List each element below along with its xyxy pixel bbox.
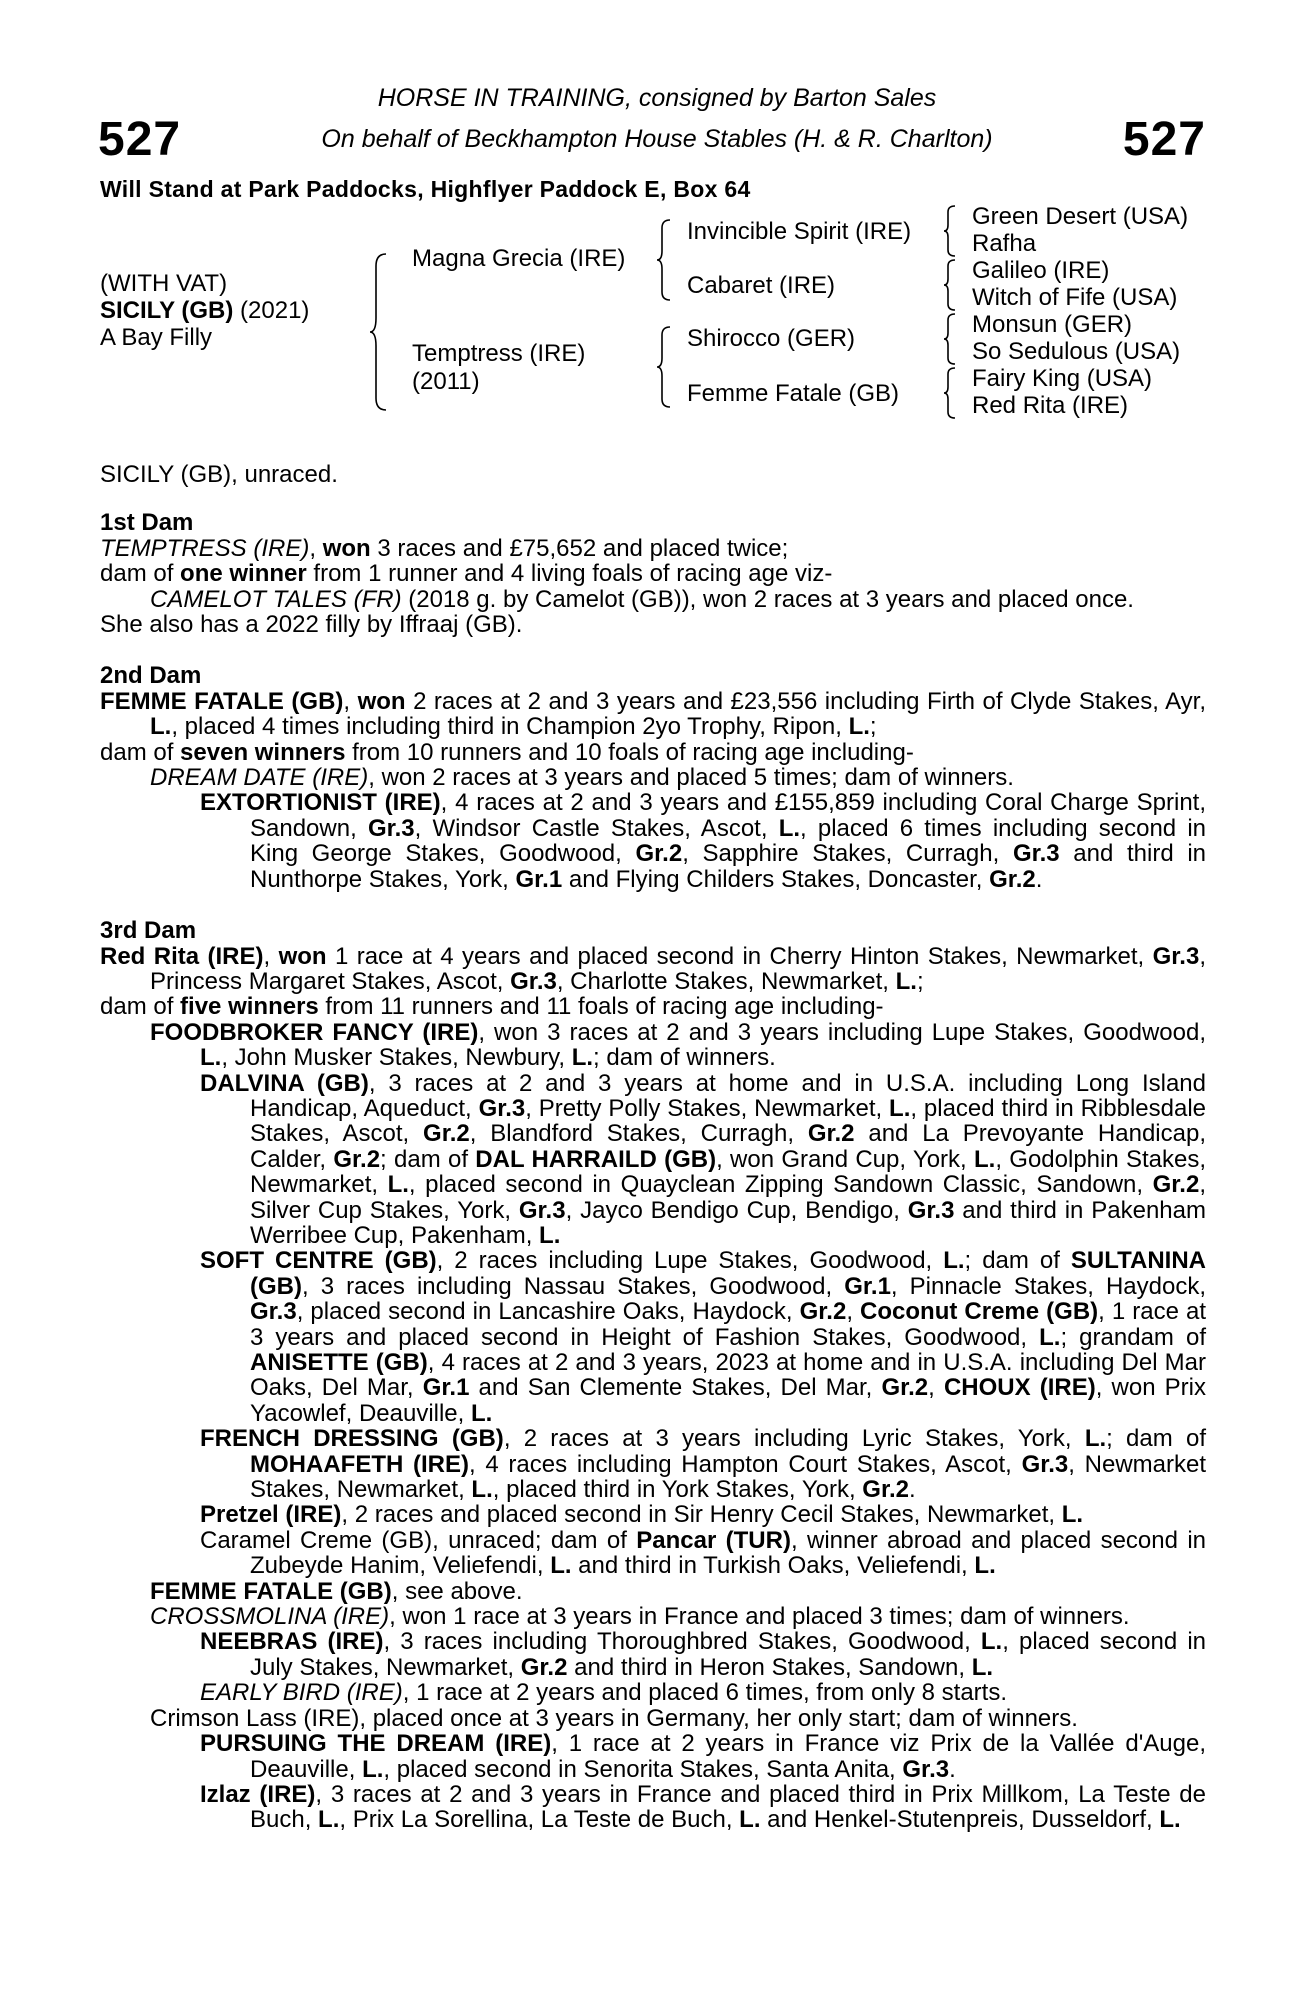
brace-sd (942, 258, 958, 312)
second-dam-heading: 2nd Dam (100, 662, 202, 690)
brace-dam (655, 325, 673, 409)
third-dam-line: dam of five winners from 11 runners and 11 foals of racing age including- (100, 993, 884, 1021)
brace-ss (942, 204, 958, 258)
pedigree-dam: Temptress (IRE) (412, 340, 586, 367)
pedigree-ddd: Red Rita (IRE) (972, 392, 1129, 419)
first-dam-line: She also has a 2022 filly by Iffraaj (GB). (100, 611, 523, 639)
first-dam-line: dam of one winner from 1 runner and 4 living foals of racing age viz- (100, 560, 833, 588)
vat-note: (WITH VAT) (100, 270, 228, 297)
pedigree-sire: Magna Grecia (IRE) (412, 245, 626, 272)
third-dam-line: SOFT CENTRE (GB), 2 races including Lupe Stakes, Goodwood, L.; dam of SULTANINA (GB), 3 races including Nassau Stakes, Goodwood, Gr.1, Pinnacle Stakes, Haydock, Gr.3, placed second in Lancashire Oaks, Haydock, Gr.2, Coconut Creme (GB), 1 race at 3 years and placed second in Height of Fashion Stakes, Goodwood, L.; grandam of ANISETTE (GB), 4 races at 2 and 3 years, 2023 at home and in U.S.A. including Del Mar Oaks, Del Mar, Gr.1 and San Clemente Stakes, Del Mar, Gr.2, CHOUX (IRE), won Prix Yacowlef, Deauville, L. (200, 1247, 1207, 1427)
third-dam-line: PURSUING THE DREAM (IRE), 1 race at 2 years in France viz Prix de la Vallée d'Auge, Deauville, L., placed second in Senorita Stakes, Santa Anita, Gr.3. (200, 1730, 1207, 1783)
horse-description: A Bay Filly (100, 324, 213, 351)
pedigree-sds: Galileo (IRE) (972, 257, 1110, 284)
pedigree-dds: Fairy King (USA) (972, 365, 1153, 392)
pedigree-dss: Monsun (GER) (972, 311, 1133, 338)
pedigree-dam-sire: Shirocco (GER) (687, 325, 856, 352)
consignment-line: HORSE IN TRAINING, consigned by Barton Sales (377, 84, 937, 112)
third-dam-line: DALVINA (GB), 3 races at 2 and 3 years at home and in U.S.A. including Long Island Handicap, Aqueduct, Gr.3, Pretty Polly Stakes, Newmarket, L., placed third in Ribblesdale Stakes, Ascot, Gr.2, Blandford Stakes, Curragh, Gr.2 and La Prevoyante Handicap, Calder, Gr.2; dam of DAL HARRAILD (GB), won Grand Cup, York, L., Godolphin Stakes, Newmarket, L., placed second in Quayclean Zipping Sandown Classic, Sandown, Gr.2, Silver Cup Stakes, York, Gr.3, Jayco Bendigo Cup, Bendigo, Gr.3 and third in Pakenham Werribee Cup, Pakenham, L. (200, 1069, 1207, 1249)
second-dam-line: dam of seven winners from 10 runners and 10 foals of racing age including- (100, 738, 914, 766)
pedigree-dam-year: (2011) (412, 368, 480, 395)
third-dam-line: Pretzel (IRE), 2 races and placed second in Sir Henry Cecil Stakes, Newmarket, L. (200, 1501, 1084, 1529)
vendor-line: On behalf of Beckhampton House Stables (H. & R. Charlton) (321, 125, 993, 153)
third-dam-line: Red Rita (IRE), won 1 race at 4 years and placed second in Cherry Hinton Stakes, Newmarket, Gr.3, Princess Margaret Stakes, Ascot, Gr.3, Charlotte Stakes, Newmarket, L.; (100, 942, 1206, 995)
first-dam-section (100, 510, 1206, 637)
second-dam-line: DREAM DATE (IRE), won 2 races at 3 years and placed 5 times; dam of winners. (150, 764, 1014, 792)
brace-dd (942, 366, 958, 420)
pedigree-dam-dam: Femme Fatale (GB) (687, 380, 900, 407)
brace-gen1 (368, 252, 390, 412)
first-dam-line: CAMELOT TALES (FR) (2018 g. by Camelot (GB)), won 2 races at 3 years and placed once. (150, 585, 1134, 613)
brace-ds (942, 312, 958, 366)
third-dam-line: Crimson Lass (IRE), placed once at 3 years in Germany, her only start; dam of winners. (150, 1704, 1078, 1732)
horse-year: (2021) (240, 297, 310, 324)
second-dam-section (100, 663, 1206, 892)
first-dam-line: TEMPTRESS (IRE), won 3 races and £75,652 and placed twice; (100, 534, 789, 562)
pedigree-sss: Green Desert (USA) (972, 203, 1189, 230)
third-dam-line: NEEBRAS (IRE), 3 races including Thoroughbred Stakes, Goodwood, L., placed second in July Stakes, Newmarket, Gr.2 and third in Heron Stakes, Sandown, L. (200, 1628, 1206, 1681)
third-dam-line: FRENCH DRESSING (GB), 2 races at 3 years including Lyric Stakes, York, L.; dam of MOHAAFETH (IRE), 4 races including Hampton Court Stakes, Ascot, Gr.3, Newmarket Stakes, Newmarket, L., placed third in York Stakes, York, Gr.2. (200, 1425, 1206, 1504)
pedigree-dsd: So Sedulous (USA) (972, 338, 1181, 365)
third-dam-line: EARLY BIRD (IRE), 1 race at 2 years and placed 6 times, from only 8 starts. (200, 1679, 1008, 1707)
pedigree-ssd: Rafha (972, 230, 1037, 257)
third-dam-line: FEMME FATALE (GB), see above. (150, 1577, 523, 1605)
horse-name-line (100, 297, 309, 325)
third-dam-heading: 3rd Dam (100, 917, 197, 945)
first-dam-heading: 1st Dam (100, 509, 194, 537)
pedigree-sire-sire: Invincible Spirit (IRE) (687, 218, 912, 245)
third-dam-line: Izlaz (IRE), 3 races at 2 and 3 years in France and placed third in Prix Millkom, La Teste de Buch, L., Prix La Sorellina, La Teste de Buch, L. and Henkel-Stutenpreis, Dusseldorf, L. (200, 1780, 1207, 1834)
second-dam-line: EXTORTIONIST (IRE), 4 races at 2 and 3 years and £155,859 including Coral Charge Sprint, Sandown, Gr.3, Windsor Castle Stakes, Ascot, L., placed 6 times including second in King George Stakes, Goodwood, Gr.2, Sapphire Stakes, Curragh, Gr.3 and third in Nunthorpe Stakes, York, Gr.1 and Flying Childers Stakes, Doncaster, Gr.2. (200, 789, 1206, 893)
pedigree-sdd: Witch of Fife (USA) (972, 284, 1178, 311)
third-dam-section (100, 918, 1206, 1833)
brace-sire (655, 218, 673, 302)
stand-location: Will Stand at Park Paddocks, Highflyer Paddock E, Box 64 (100, 176, 751, 202)
race-record: SICILY (GB), unraced. (100, 461, 338, 488)
third-dam-line: Caramel Creme (GB), unraced; dam of Pancar (TUR), winner abroad and placed second in Zubeyde Hanim, Veliefendi, L. and third in Turkish Oaks, Veliefendi, L. (200, 1526, 1207, 1580)
third-dam-line: FOODBROKER FANCY (IRE), won 3 races at 2 and 3 years including Lupe Stakes, Goodwood, L., John Musker Stakes, Newbury, L.; dam of winners. (150, 1018, 1206, 1072)
second-dam-line: FEMME FATALE (GB), won 2 races at 2 and 3 years and £23,556 including Firth of Clyde Stakes, Ayr, L., placed 4 times including third in Champion 2yo Trophy, Ripon, L.; (100, 687, 1207, 741)
third-dam-line: CROSSMOLINA (IRE), won 1 race at 3 years in France and placed 3 times; dam of winners. (150, 1603, 1130, 1631)
lot-number-right: 527 (1122, 113, 1206, 166)
catalogue-body (100, 462, 1206, 1833)
pedigree-sire-dam: Cabaret (IRE) (687, 272, 836, 299)
horse-name: SICILY (GB) (100, 297, 234, 324)
lot-number-left: 527 (98, 113, 182, 166)
